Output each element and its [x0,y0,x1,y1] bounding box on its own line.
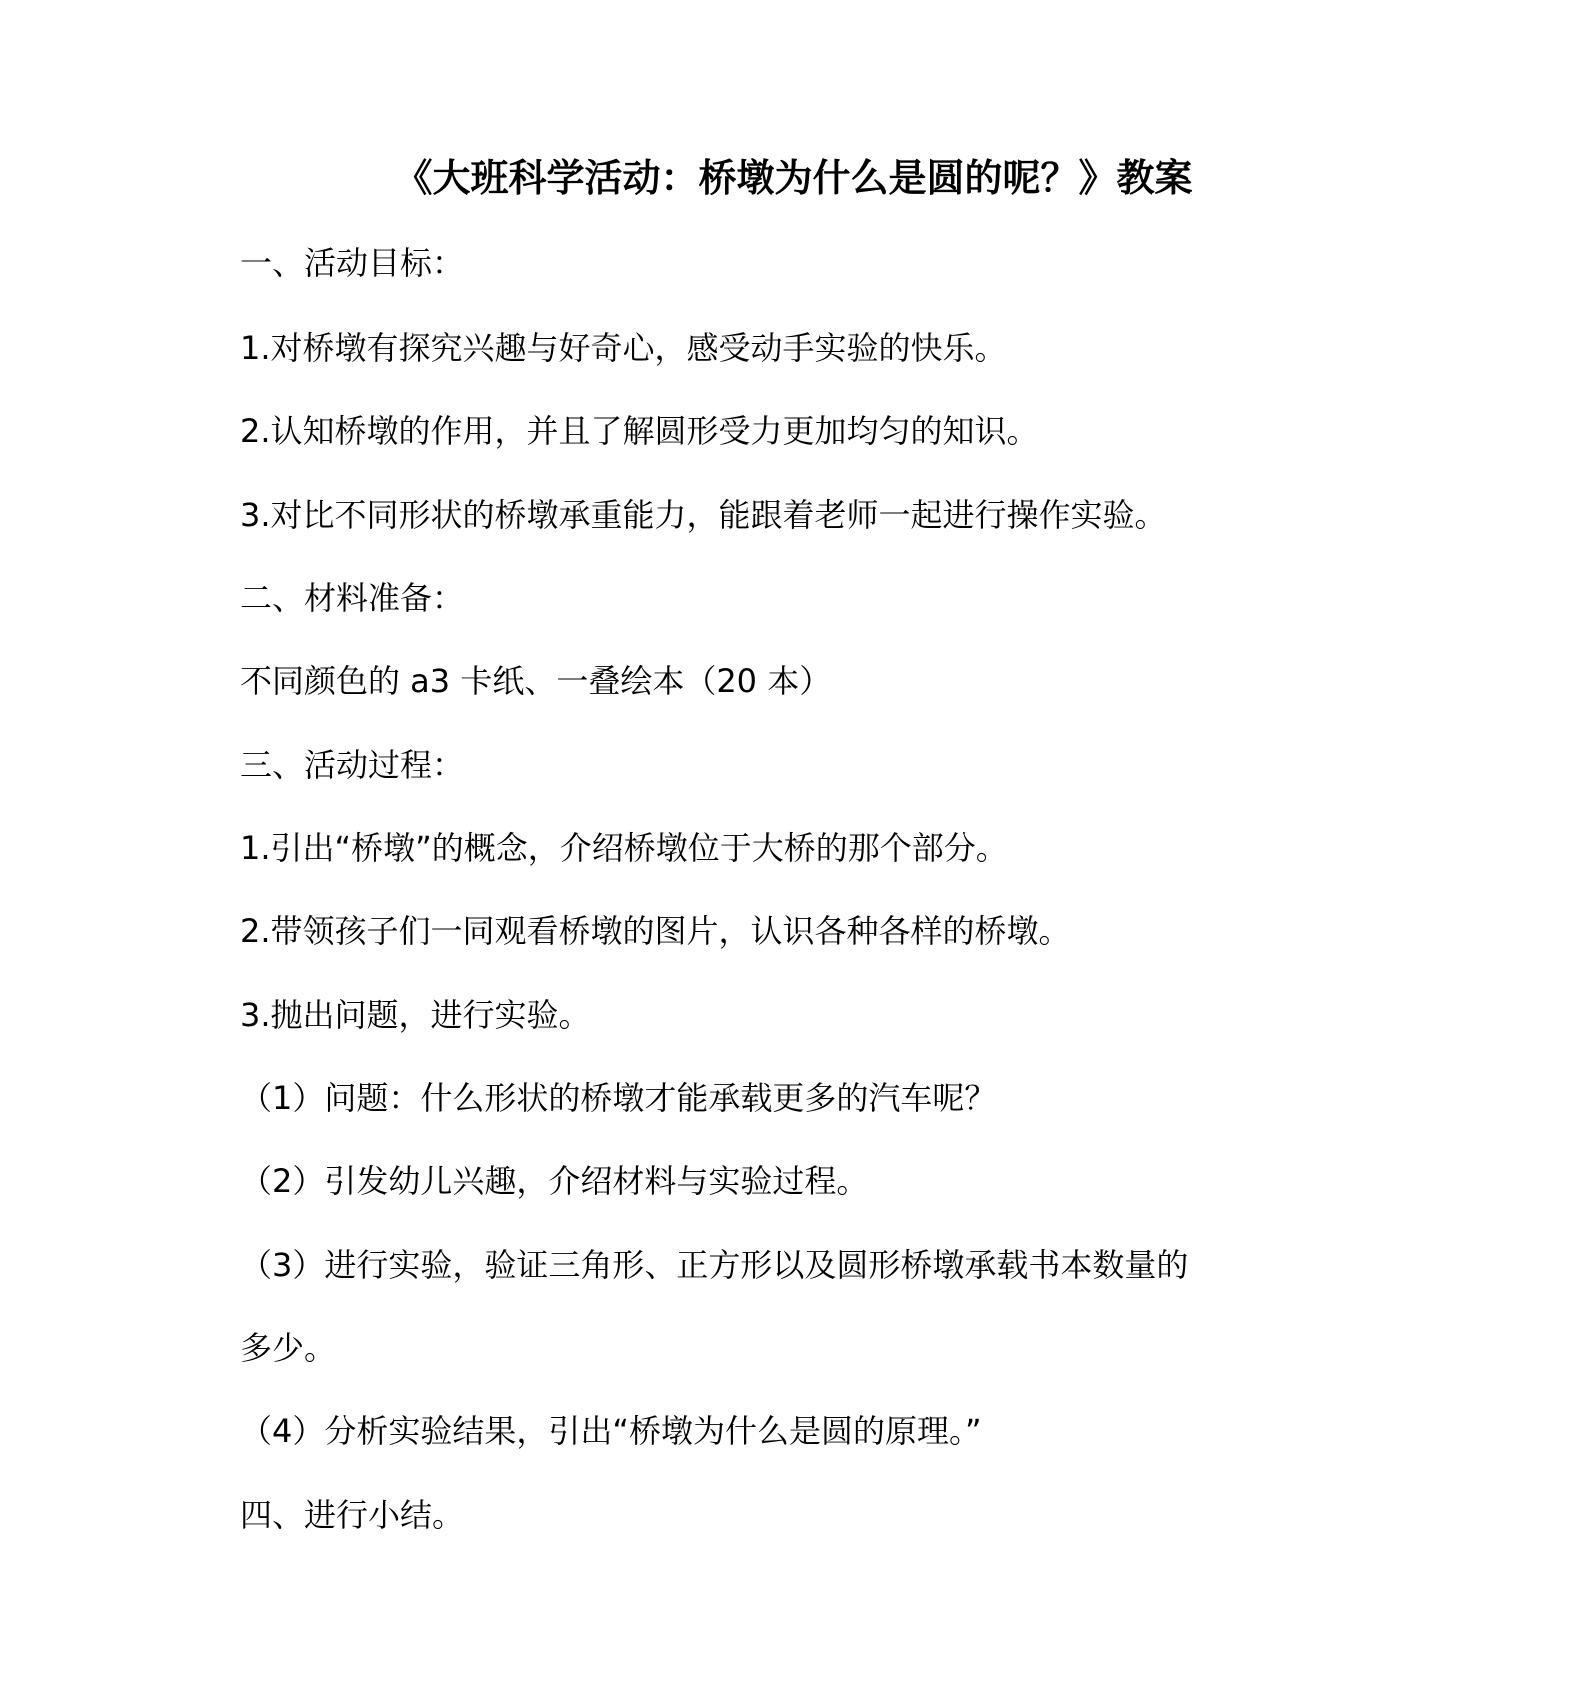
process-subitem-3: （3）进行实验，验证三角形、正方形以及圆形桥墩承载书本数量的 [240,1246,1189,1284]
section-heading-summary: 四、进行小结。 [240,1496,465,1534]
process-item-3: 3.抛出问题，进行实验。 [240,996,591,1034]
materials-paragraph: 不同颜色的 a3 卡纸、一叠绘本（20 本） [240,662,832,700]
document-title: 《大班科学活动：桥墩为什么是圆的呢？》教案 [394,155,1193,200]
section-heading-materials: 二、材料准备： [240,579,465,617]
process-subitem-2: （2）引发幼儿兴趣，介绍材料与实验过程。 [240,1162,869,1200]
objective-item-1: 1.对桥墩有探究兴趣与好奇心，感受动手实验的快乐。 [240,329,1007,367]
process-subitem-1: （1）问题：什么形状的桥墩才能承载更多的汽车呢？ [240,1079,997,1117]
process-subitem-3-continuation: 多少。 [240,1329,337,1367]
section-heading-objectives: 一、活动目标： [240,244,465,282]
process-subitem-4: （4）分析实验结果，引出“桥墩为什么是圆的原理。” [240,1412,982,1450]
process-item-1: 1.引出“桥墩”的概念，介绍桥墩位于大桥的那个部分。 [240,829,1008,867]
process-item-2: 2.带领孩子们一同观看桥墩的图片，认识各种各样的桥墩。 [240,912,1071,950]
objective-item-2: 2.认知桥墩的作用，并且了解圆形受力更加均匀的知识。 [240,412,1039,450]
section-heading-process: 三、活动过程： [240,746,465,784]
objective-item-3: 3.对比不同形状的桥墩承重能力，能跟着老师一起进行操作实验。 [240,496,1167,534]
